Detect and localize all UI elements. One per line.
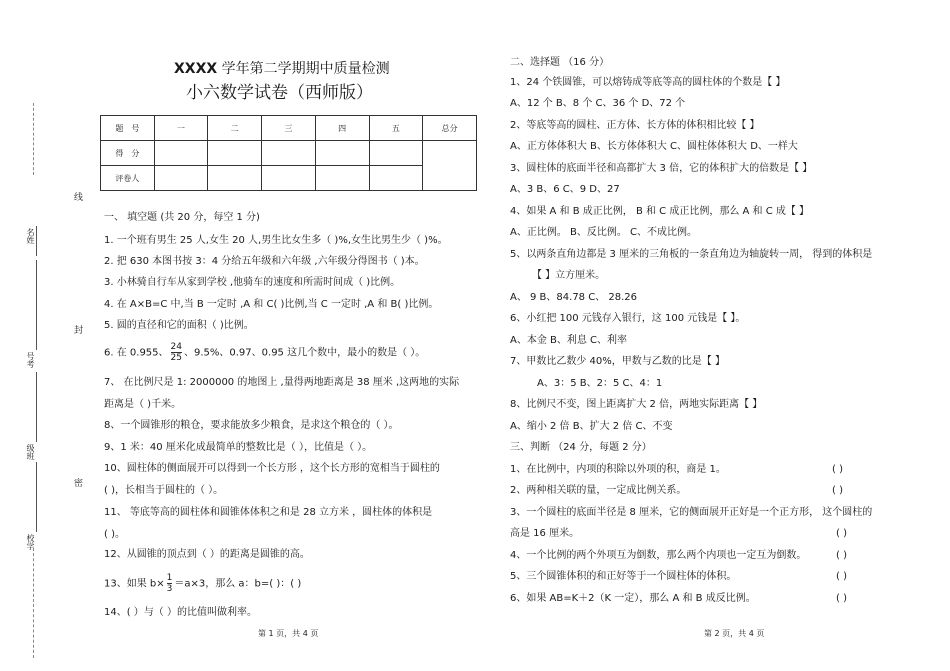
question-2-4-options: A、正比例。 B、反比例。 C、不成比例。 <box>510 227 698 238</box>
section-heading-multiple-choice: 二、选择题 （16 分） <box>510 57 610 68</box>
answer-paren-3-6[interactable]: ( ) <box>836 593 847 604</box>
table-header-cell: 二 <box>208 116 262 141</box>
question-1-6 <box>104 342 425 363</box>
table-header-cell: 总分 <box>423 116 477 141</box>
table-header-cell: 三 <box>262 116 316 141</box>
table-row <box>101 116 477 141</box>
answer-paren-3-4[interactable]: ( ) <box>836 550 847 561</box>
q13-prefix: 13、如果 b× <box>104 578 165 590</box>
question-2-3: 3、圆柱体的底面半径和高都扩大 3 倍，它的体积扩大的倍数是【 】 <box>510 163 813 174</box>
fraction-numerator: 1 <box>166 573 173 583</box>
table-row <box>101 141 477 166</box>
grader-cell[interactable] <box>154 166 208 191</box>
question-1-12: 12、从圆锥的顶点到（ ）的距离是圆锥的高。 <box>104 549 310 560</box>
score-table <box>100 115 477 191</box>
binding-dash-line-top <box>33 103 34 175</box>
binding-mark-feng: 封 <box>74 326 84 336</box>
page-footer-right: 第 2 页，共 4 页 <box>704 629 765 638</box>
question-1-7-line1: 7、 在比例尺是 1: 2000000 的地图上 ,量得两地距离是 38 厘米 ,这两地的实际 <box>104 377 460 388</box>
question-3-3-line2: 高是 16 厘米。 <box>510 528 580 539</box>
question-2-2-options: A、正方体体积大 B、长方体体积大 C、圆柱体体积大 D、一样大 <box>510 141 798 152</box>
binding-mark-xian: 线 <box>74 193 84 203</box>
question-2-4: 4、如果 A 和 B 成正比例， B 和 C 成正比例，那么 A 和 C 成【 】 <box>510 206 810 217</box>
grader-row-label: 评卷人 <box>101 166 155 191</box>
answer-paren-3-5[interactable]: ( ) <box>836 571 847 582</box>
question-1-8: 8、一个圆锥形的粮仓，要求能放多少粮食，是求这个粮仓的（ ）。 <box>104 420 399 431</box>
title-year: XXXX <box>174 61 218 77</box>
section-heading-true-false: 三、判断 （24 分，每题 2 分） <box>510 442 652 453</box>
grader-cell[interactable] <box>315 166 369 191</box>
question-2-6: 6、小红把 100 元钱存入银行，这 100 元钱是【 】。 <box>510 313 746 324</box>
question-1-2: 2. 把 630 本图书按 3：4 分给五年级和六年级 ,六年级分得图书（ )本。 <box>104 256 425 267</box>
question-3-1: 1、在比例中，内项的积除以外项的积，商是 1。 <box>510 464 726 475</box>
binding-mark-mi: 密 <box>74 479 84 489</box>
title-rest: 学年第二学期期中质量检测 <box>217 61 390 77</box>
q6-prefix: 6. 在 0.955、 <box>104 347 169 359</box>
question-1-11-line2: ( )。 <box>104 529 125 540</box>
side-rule <box>36 372 37 442</box>
score-cell[interactable] <box>315 141 369 166</box>
q13-suffix: ＝a×3，那么 a：b=( )：( ) <box>174 578 302 590</box>
question-1-3: 3. 小林骑自行车从家到学校 ,他骑车的速度和所需时间成（ )比例。 <box>104 277 401 288</box>
question-1-7-line2: 距离是（ )千米。 <box>104 399 182 410</box>
question-2-1: 1、24 个铁圆锥，可以熔铸成等底等高的圆柱体的个数是【 】 <box>510 77 786 88</box>
question-1-11-line1: 11、 等底等高的圆柱体和圆锥体体积之和是 28 立方米 ，圆柱体的体积是 <box>104 507 433 518</box>
answer-paren-3-2[interactable]: ( ) <box>832 485 843 496</box>
question-1-10-line2: ( )，长相当于圆柱的（ ）。 <box>104 485 224 496</box>
exam-title <box>174 58 390 78</box>
side-rule <box>36 462 37 532</box>
fraction-numerator: 24 <box>170 342 182 352</box>
table-header-cell: 题 号 <box>101 116 155 141</box>
question-1-13 <box>104 573 301 594</box>
score-cell[interactable] <box>208 141 262 166</box>
question-3-4: 4、一个比例的两个外项互为倒数，那么两个内项也一定互为倒数。 <box>510 550 807 561</box>
question-2-5-line1: 5、以两条直角边都是 3 厘米的三角板的一条直角边为轴旋转一周， 得到的体积是 <box>510 249 873 260</box>
fraction-1-3 <box>167 573 173 594</box>
table-row <box>101 166 477 191</box>
score-cell[interactable] <box>369 141 423 166</box>
question-3-2: 2、两种相关联的量，一定成比例关系。 <box>510 485 687 496</box>
score-row-label: 得 分 <box>101 141 155 166</box>
answer-paren-3-3[interactable]: ( ) <box>836 528 847 539</box>
question-1-1: 1. 一个班有男生 25 人,女生 20 人,男生比女生多（ )%,女生比男生少（ )%。 <box>104 235 448 246</box>
binding-dash-line-bottom <box>33 548 34 658</box>
side-field-class: 级班 <box>26 444 35 460</box>
question-2-5-options: A、 9 B、84.78 C、 28.26 <box>510 292 638 303</box>
question-3-3-line1: 3、一个圆柱的底面半径是 8 厘米，它的侧面展开正好是一个正方形， 这个圆柱的 <box>510 507 873 518</box>
question-1-4: 4. 在 A×B=C 中,当 B 一定时 ,A 和 C( )比例,当 C 一定时 ,A 和 B( )比例。 <box>104 299 439 310</box>
question-2-2: 2、等底等高的圆柱、正方体、长方体的体积相比较【 】 <box>510 120 760 131</box>
grader-cell[interactable] <box>208 166 262 191</box>
fraction-denominator: 25 <box>170 353 182 363</box>
question-2-7-options: A、3：5 B、2：5 C、4：1 <box>537 378 663 389</box>
question-2-8: 8、比例尺不变，图上距离扩大 2 倍，两地实际距离【 】 <box>510 399 763 410</box>
side-field-exam-number: 号考 <box>26 352 35 368</box>
fraction-denominator: 3 <box>166 584 173 594</box>
section-heading-fill-blanks: 一、 填空题 (共 20 分，每空 1 分) <box>104 212 260 223</box>
question-3-5: 5、三个圆锥体积的和正好等于一个圆柱体的体积。 <box>510 571 737 582</box>
question-2-8-options: A、缩小 2 倍 B、扩大 2 倍 C、不变 <box>510 421 673 432</box>
score-cell[interactable] <box>154 141 208 166</box>
answer-paren-3-1[interactable]: ( ) <box>832 464 843 475</box>
question-1-9: 9、1 米：40 厘米化成最简单的整数比是（ ），比值是（ ）。 <box>104 442 373 453</box>
fraction-24-25 <box>171 342 182 363</box>
grader-cell[interactable] <box>262 166 316 191</box>
table-header-cell: 四 <box>315 116 369 141</box>
side-field-name: 名姓 <box>26 228 35 244</box>
question-3-6: 6、如果 AB=K＋2（K 一定），那么 A 和 B 成反比例。 <box>510 593 756 604</box>
exam-subtitle: 小六数学试卷（西师版） <box>186 83 373 103</box>
question-2-5-line2: 【 】立方厘米。 <box>532 270 606 281</box>
total-score-cell[interactable] <box>423 141 477 191</box>
table-header-cell: 一 <box>154 116 208 141</box>
side-rule <box>36 226 37 256</box>
q6-suffix: 、9.5%、0.97、0.95 这几个数中，最小的数是（ ）。 <box>183 347 426 359</box>
question-1-14: 14、( ）与（ ）的比值叫做利率。 <box>104 607 257 618</box>
side-rule <box>36 260 37 350</box>
question-2-6-options: A、本金 B、利息 C、利率 <box>510 335 628 346</box>
question-2-1-options: A、12 个 B、8 个 C、36 个 D、72 个 <box>510 98 686 109</box>
question-1-10-line1: 10、圆柱体的侧面展开可以得到一个长方形 ，这个长方形的宽相当于圆柱的 <box>104 463 440 474</box>
question-2-7: 7、甲数比乙数少 40%，甲数与乙数的比是【 】 <box>510 356 725 367</box>
score-cell[interactable] <box>262 141 316 166</box>
table-header-cell: 五 <box>369 116 423 141</box>
question-1-5: 5. 圆的直径和它的面积（ )比例。 <box>104 320 254 331</box>
grader-cell[interactable] <box>369 166 423 191</box>
page-footer-left: 第 1 页，共 4 页 <box>258 629 319 638</box>
side-field-school: 校学 <box>26 534 35 550</box>
question-2-3-options: A、3 B、6 C、9 D、27 <box>510 184 620 195</box>
